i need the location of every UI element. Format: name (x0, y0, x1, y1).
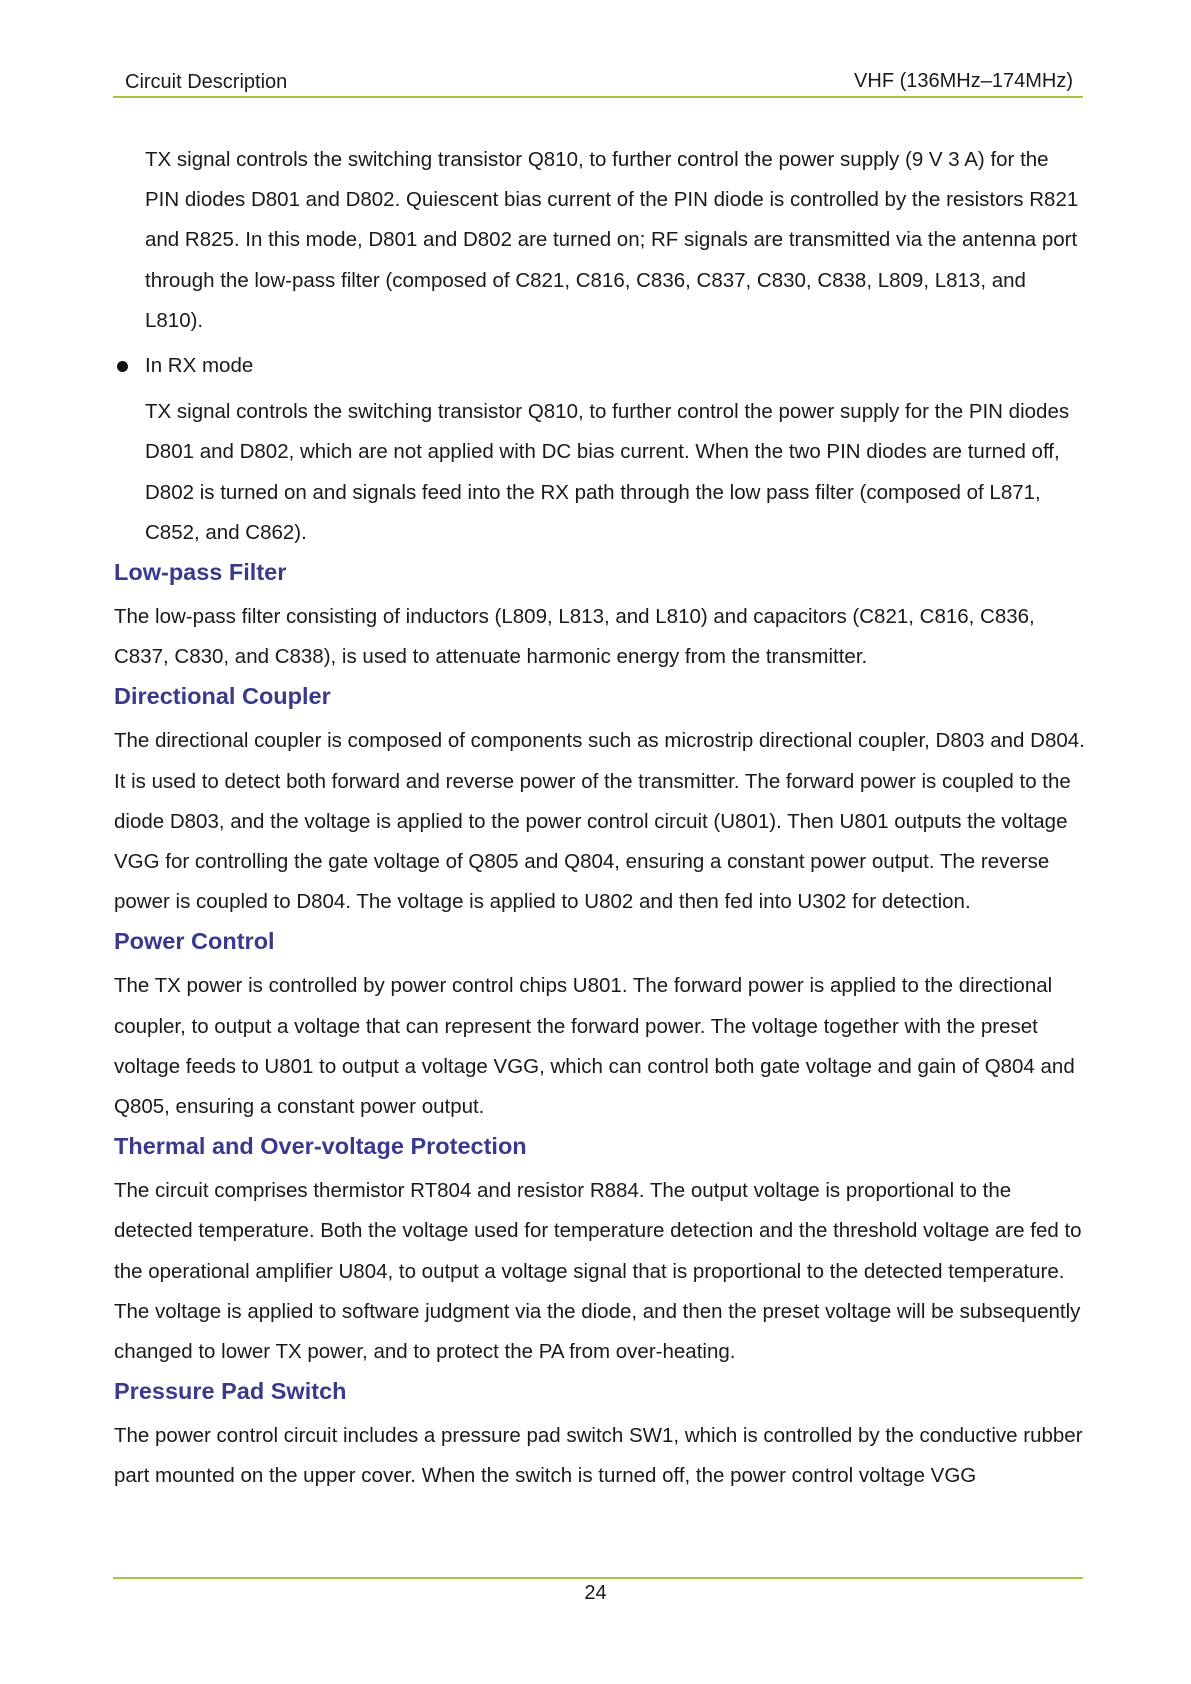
rx-mode-paragraph: TX signal controls the switching transistor Q810, to further control the power supply for the PIN diodes D801 and D802, which are not applied with DC bias current. When the two PIN diodes are turned off, D802 is turned on and signals feed into the RX path through the low pass filter (composed of L871, C852, and C862). (145, 400, 1070, 544)
header-band-label: VHF (136MHz–174MHz) (854, 70, 1073, 92)
page-content (114, 140, 1086, 1497)
section-heading-thermal-protection: Thermal and Over-voltage Protection (114, 1133, 527, 1160)
section-heading-low-pass-filter: Low-pass Filter (114, 559, 287, 586)
header-section-title: Circuit Description (125, 71, 288, 93)
footer-divider (113, 1577, 1083, 1579)
section-body-pressure-pad-switch: The power control circuit includes a pressure pad switch SW1, which is controlled by the conductive rubber part mounted on the upper cover. When the switch is turned off, the power control voltage VGG (114, 1424, 1083, 1488)
page-header (113, 68, 1083, 96)
section-heading-pressure-pad-switch: Pressure Pad Switch (114, 1378, 347, 1405)
intro-paragraph: TX signal controls the switching transistor Q810, to further control the power supply (9 V 3 A) for the PIN diodes D801 and D802. Quiescent bias current of the PIN diode is controlled by the resistors R821 and R825. In this mode, D801 and D802 are turned on; RF signals are transmitted via the antenna port through the low-pass filter (composed of C821, C816, C836, C837, C830, C838, L809, L813, and L810). (145, 148, 1079, 332)
section-body-thermal-protection: The circuit comprises thermistor RT804 and resistor R884. The output voltage is proportional to the detected temperature. Both the voltage used for temperature detection and the threshold voltage are fed to the operational amplifier U804, to output a voltage signal that is proportional to the detected temperature. The voltage is applied to software judgment via the diode, and then the preset voltage will be subsequently changed to lower TX power, and to protect the PA from over-heating. (114, 1179, 1082, 1364)
bullet-dot-icon (117, 361, 128, 372)
bullet-label: In RX mode (145, 354, 254, 378)
section-heading-directional-coupler: Directional Coupler (114, 683, 331, 710)
bullet-item (114, 346, 1086, 386)
section-body-directional-coupler: The directional coupler is composed of components such as microstrip directional coupler, D803 and D804. It is used to detect both forward and reverse power of the transmitter. The forward power is coupled to the diode D803, and the voltage is applied to the power control circuit (U801). Then U801 outputs the voltage VGG for controlling the gate voltage of Q805 and Q804, ensuring a constant power output. The reverse power is coupled to D804. The voltage is applied to U802 and then fed into U302 for detection. (114, 729, 1085, 914)
header-divider (113, 96, 1083, 98)
section-body-power-control: The TX power is controlled by power control chips U801. The forward power is applied to the directional coupler, to output a voltage that can represent the forward power. The voltage together with the preset voltage feeds to U801 to output a voltage VGG, which can control both gate voltage and gain of Q804 and Q805, ensuring a constant power output. (114, 974, 1075, 1119)
section-body-low-pass-filter: The low-pass filter consisting of inductors (L809, L813, and L810) and capacitors (C821, C816, C836, C837, C830, and C838), is used to attenuate harmonic energy from the transmitter. (114, 605, 1035, 669)
page-number: 24 (584, 1582, 607, 1604)
section-heading-power-control: Power Control (114, 928, 275, 955)
